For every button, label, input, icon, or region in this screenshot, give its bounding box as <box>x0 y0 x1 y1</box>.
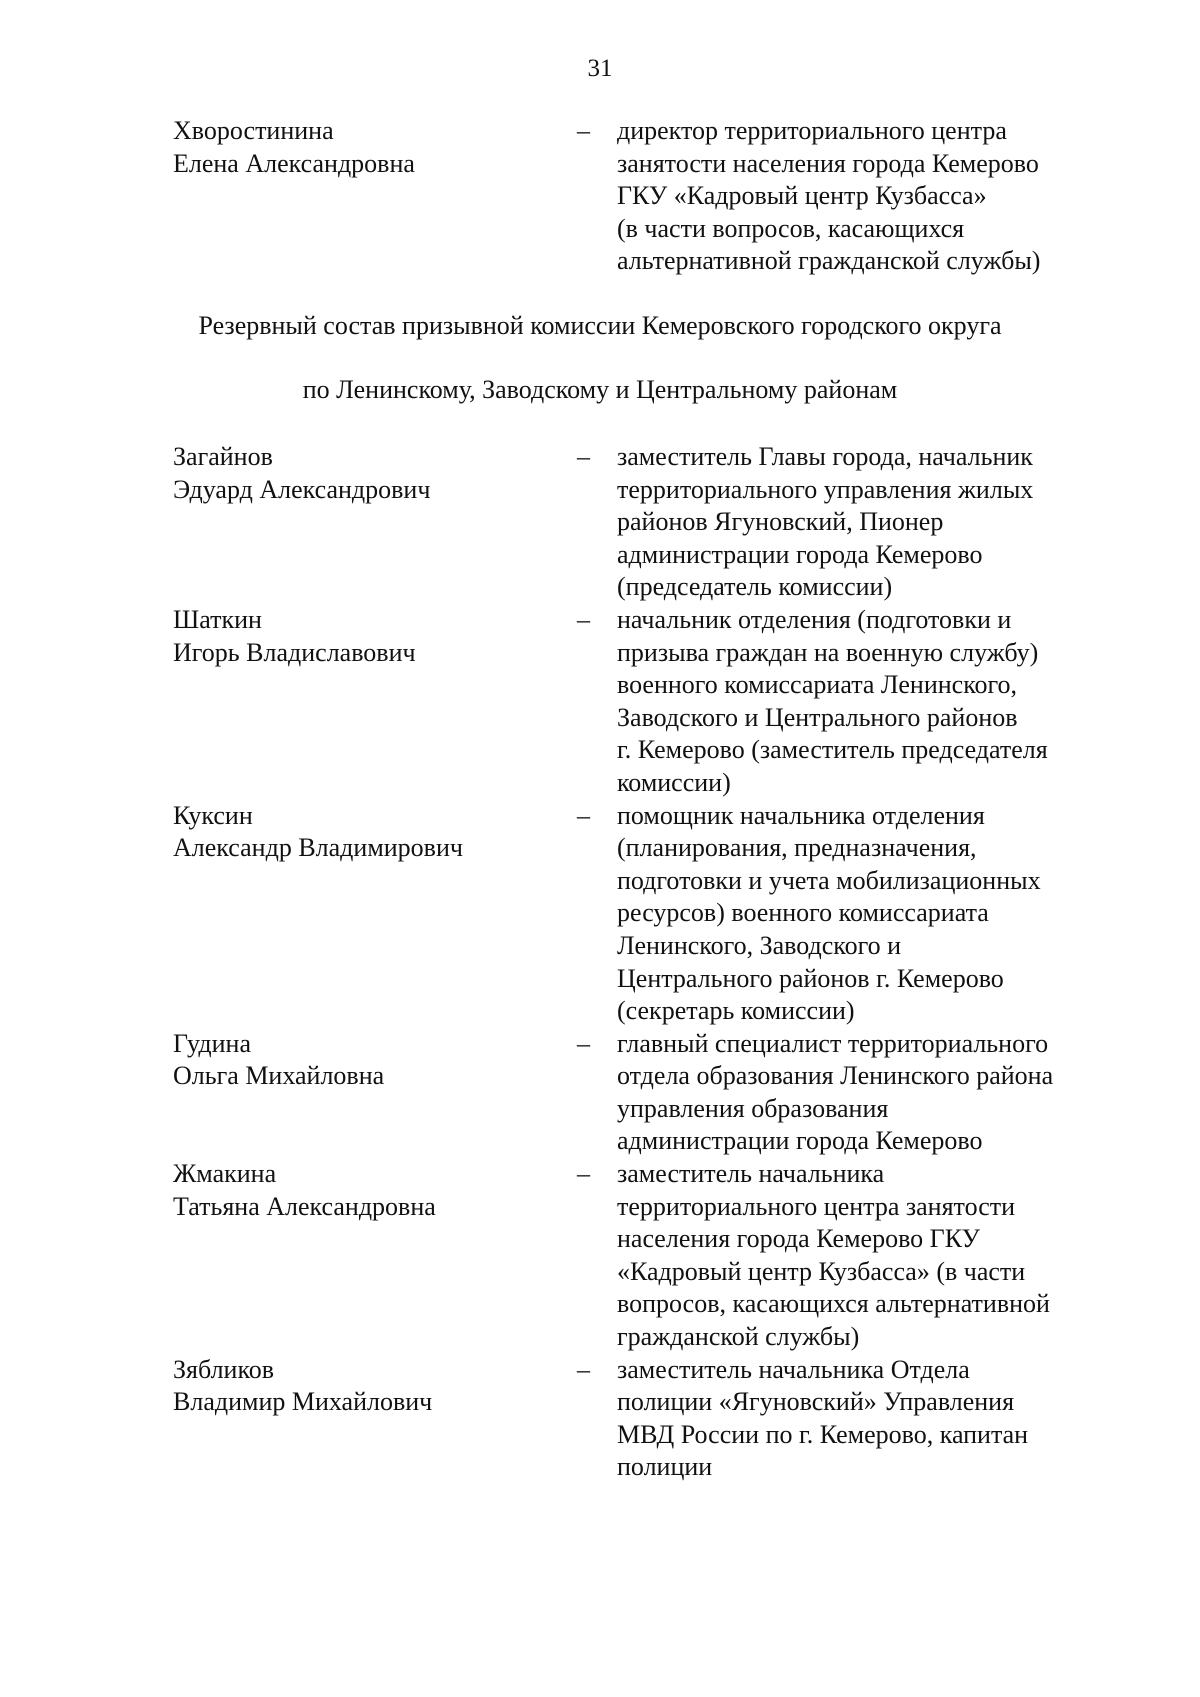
commission-entries <box>0 441 1200 1484</box>
entry-given-names: Александр Владимирович <box>173 833 463 863</box>
entry-surname: Гудина <box>173 1028 251 1058</box>
role-line: территориального центра занятости <box>617 1191 1016 1221</box>
entry-role <box>617 800 1200 1028</box>
section-heading-line-2: по Ленинскому, Заводскому и Центральному районам <box>302 375 898 404</box>
role-line: занятости населения города Кемерово <box>617 148 1039 178</box>
role-line: главный специалист территориального <box>617 1028 1049 1058</box>
entry-given-names: Ольга Михайловна <box>173 1061 385 1091</box>
entry-dash: – <box>577 604 590 634</box>
role-line: подготовки и учета мобилизационных <box>617 865 1041 895</box>
entry-dash: – <box>577 1354 590 1384</box>
page-number: 31 <box>587 55 613 82</box>
entry-name <box>173 441 430 506</box>
role-line: г. Кемерово (заместитель председателя <box>617 735 1048 765</box>
entry-name <box>173 1028 384 1093</box>
role-line: комиссии) <box>617 767 731 797</box>
entry-dash: – <box>577 800 590 830</box>
entry-given-names: Игорь Владиславович <box>173 637 416 667</box>
entry-dash: – <box>577 116 590 145</box>
role-line: Заводского и Центрального районов <box>617 702 1018 732</box>
role-line: отдела образования Ленинского района <box>617 1061 1054 1091</box>
entry-role <box>617 1354 1200 1484</box>
role-line: военного комиссариата Ленинского, <box>617 670 1018 700</box>
role-line: призыва граждан на военную службу) <box>617 637 1039 667</box>
role-line: вопросов, касающихся альтернативной <box>617 1289 1050 1319</box>
role-line: гражданской службы) <box>617 1322 860 1352</box>
entry-surname: Зябликов <box>173 1354 275 1384</box>
entry-zyablikov <box>0 1354 1200 1484</box>
role-line: администрации города Кемерово <box>617 539 983 569</box>
section-heading-line-1: Резервный состав призывной комиссии Кемеровского городского округа <box>198 311 1002 340</box>
entry-name <box>173 604 416 669</box>
role-line: (планирования, предназначения, <box>617 833 977 863</box>
entry-role <box>617 1028 1200 1158</box>
role-line: полиции <box>617 1452 713 1482</box>
role-line: администрации города Кемерово <box>617 1126 983 1156</box>
entry-surname: Хворостинина <box>173 116 334 145</box>
entry-name <box>173 115 415 180</box>
entry-surname: Загайнов <box>173 442 273 471</box>
entry-dash: – <box>577 1159 590 1189</box>
role-line: районов Ягуновский, Пионер <box>617 507 944 537</box>
role-line: Ленинского, Заводского и <box>617 930 902 960</box>
role-line: территориального управления жилых <box>617 474 1034 504</box>
entry-role <box>617 604 1200 800</box>
entry-given-names: Эдуард Александрович <box>173 474 431 504</box>
entry-surname: Жмакина <box>173 1159 277 1189</box>
role-line: (секретарь комиссии) <box>617 996 855 1026</box>
entry-surname: Куксин <box>173 800 253 830</box>
role-line: управления образования <box>617 1093 889 1123</box>
entry-surname: Шаткин <box>173 604 262 634</box>
role-line: полиции «Ягуновский» Управления <box>617 1387 1015 1417</box>
entry-role <box>617 115 1200 278</box>
entry-role <box>617 1158 1200 1354</box>
entry-given-names: Елена Александровна <box>173 148 415 178</box>
entry-gudina <box>0 1028 1200 1158</box>
entry-zhmakina <box>0 1158 1200 1354</box>
entry-dash: – <box>577 442 590 471</box>
entry-role <box>617 441 1200 604</box>
role-line: населения города Кемерово ГКУ <box>617 1224 980 1254</box>
entry-shatkin <box>0 604 1200 800</box>
role-line: альтернативной гражданской службы) <box>617 246 1041 276</box>
role-line: директор территориального центра <box>617 116 1007 145</box>
role-line: «Кадровый центр Кузбасса» (в части <box>617 1256 1026 1286</box>
entry-kuksin <box>0 800 1200 1028</box>
entry-zagainov <box>0 441 1200 604</box>
role-line: помощник начальника отделения <box>617 800 985 830</box>
role-line: МВД России по г. Кемерово, капитан <box>617 1419 1029 1449</box>
role-line: заместитель Главы города, начальник <box>617 442 1033 471</box>
role-line: начальник отделения (подготовки и <box>617 604 1012 634</box>
role-line: заместитель начальника Отдела <box>617 1354 970 1384</box>
entry-given-names: Владимир Михайлович <box>173 1387 433 1417</box>
role-line: Центрального районов г. Кемерово <box>617 963 1004 993</box>
top-entries <box>0 115 1200 278</box>
role-line: (председатель комиссии) <box>617 572 893 602</box>
entry-given-names: Татьяна Александровна <box>173 1191 436 1221</box>
entry-name <box>173 800 463 865</box>
entry-name <box>173 1354 432 1419</box>
role-line: (в части вопросов, касающихся <box>617 213 965 243</box>
role-line: заместитель начальника <box>617 1159 885 1189</box>
role-line: ГКУ «Кадровый центр Кузбасса» <box>617 181 987 211</box>
entry-dash: – <box>577 1028 590 1058</box>
role-line: ресурсов) военного комиссариата <box>617 898 989 928</box>
entry-name <box>173 1158 436 1223</box>
entry-khvorostinina <box>0 115 1200 278</box>
